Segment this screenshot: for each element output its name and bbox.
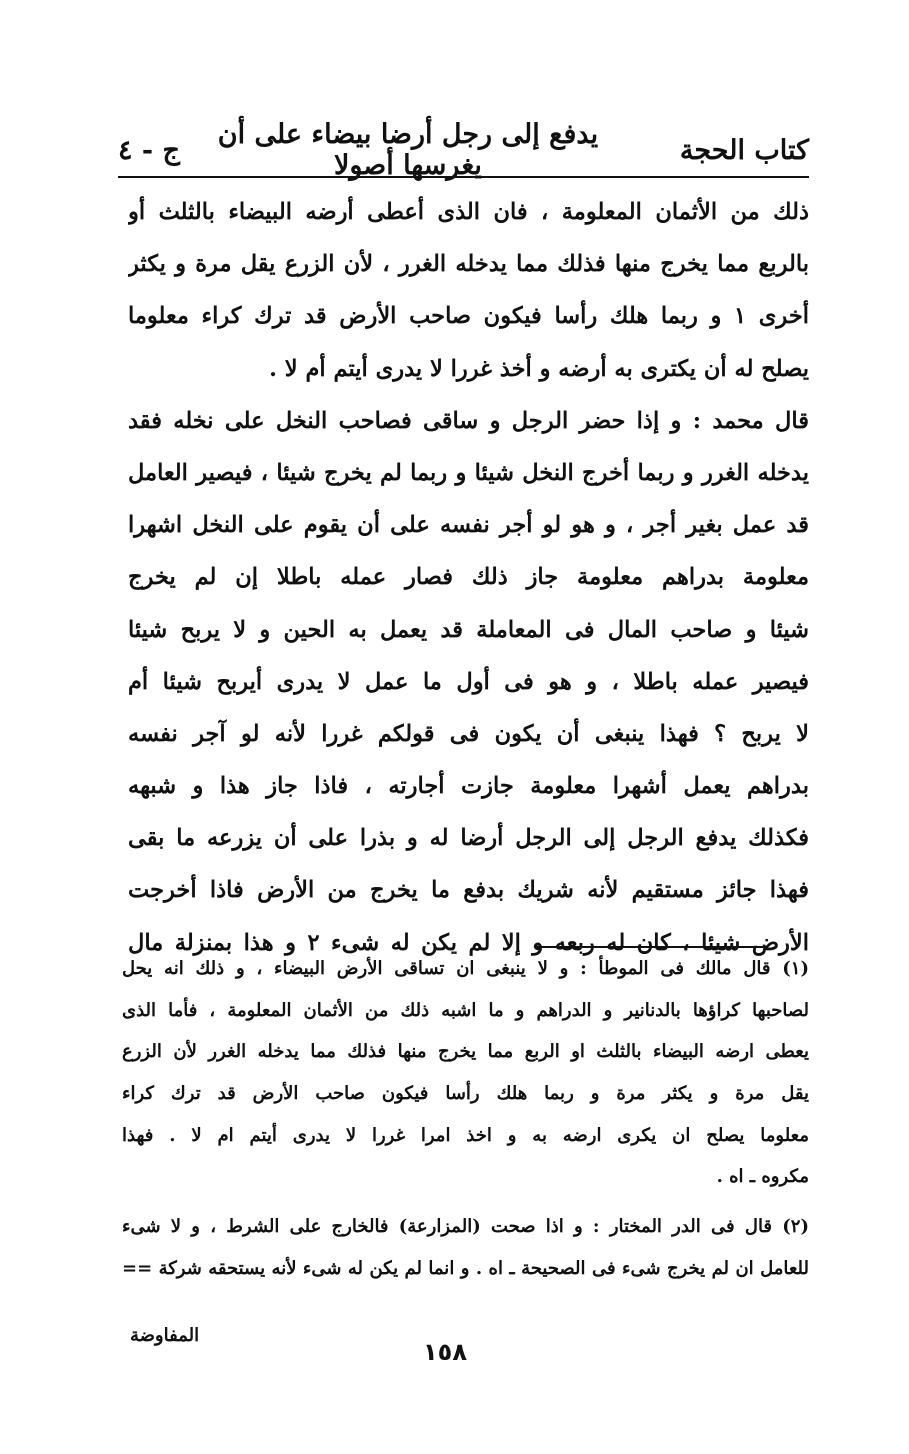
- main-text: [128, 186, 809, 969]
- footnote-line: لصاحبها كراؤها بالدنانير و الدراهم و ما اشبه ذلك من الأثمان المعلومة ، فأما الذى: [122, 999, 809, 1021]
- body-line: معلومة بدراهم معلومة جاز ذلك فصار عمله باطلا إن لم يخرج: [128, 564, 809, 591]
- footnote-line: (١) قال مالك فى الموطأ : و لا ينبغى ان تساقى الأرض البيضاء ، و ذلك انه يحل: [122, 958, 809, 979]
- footnote-1: [122, 948, 809, 1198]
- footnote-line: يقل مرة و يكثر مرة و ربما هلك رأسا فيكون صاحب الأرض قد ترك كراء: [122, 1083, 809, 1105]
- footnote-2: [122, 1206, 809, 1289]
- body-line: يصلح له أن يكترى به أرضه و أخذ غررا لا يدرى أيتم أم لا .: [269, 355, 809, 382]
- body-line: قد عمل بغير أجر ، و هو لو أجر نفسه على أن يقوم على النخل اشهرا: [128, 512, 809, 539]
- page-number: ١٥٨: [423, 1338, 467, 1366]
- chapter-subject: يدفع إلى رجل أرضا بيضاء على أن يغرسها أصولا: [217, 119, 599, 181]
- running-header: [118, 119, 809, 181]
- footnotes: [122, 948, 809, 1290]
- book-title: كتاب الحجة: [679, 134, 809, 166]
- body-line: فكذلك يدفع الرجل إلى الرجل أرضا له و بذرا على أن يزرعه ما بقى: [128, 825, 809, 852]
- body-line: ذلك من الأثمان المعلومة ، فان الذى أعطى أرضه البيضاء بالثلث أو: [128, 199, 809, 225]
- catchword: المفاوضة: [130, 1325, 200, 1346]
- body-line: الأرض شيئا ، كان له ربعه و إلا لم يكن له شىء ٢ و هذا بمنزلة مال: [128, 929, 809, 956]
- header-rule: [118, 176, 809, 178]
- volume-number: ج - ٤: [118, 134, 180, 166]
- body-line: شيئا و صاحب المال فى المعاملة قد يعمل به الحين و لا يربح شيئا: [128, 616, 809, 643]
- footnote-line: يعطى ارضه البيضاء بالثلث او الربع مما يخرج منها فذلك مما يدخله الغرر لأن الزرع: [122, 1041, 809, 1063]
- body-line: بدراهم يعمل أشهرا معلومة جازت أجارته ، فاذا جاز هذا و شبهه: [128, 773, 809, 800]
- body-line: يدخله الغرر و ربما أخرج النخل شيئا و ربما لم يخرج شيئا ، فيصير العامل: [128, 459, 809, 486]
- body-line: لا يربح ؟ فهذا ينبغى أن يكون فى قولكم غررا لأنه لو آجر نفسه: [128, 720, 809, 747]
- body-line: فيصير عمله باطلا ، و هو فى أول ما عمل لا يدرى أيربح شيئا أم: [128, 668, 809, 695]
- body-line: قال محمد : و إذا حضر الرجل و ساقى فصاحب النخل على نخله فقد: [128, 407, 809, 434]
- body-line: فهذا جائز مستقيم لأنه شريك بدفع ما يخرج من الأرض فاذا أخرجت: [128, 877, 809, 904]
- body-line: بالربع مما يخرج منها فذلك مما يدخله الغرر ، لأن الزرع يقل مرة و يكثر: [128, 251, 809, 278]
- footnote-line: للعامل ان لم يخرج شىء فى الصحيحة ـ اه . و انما لم يكن له شىء لأنه يستحقه شركة ==: [122, 1257, 809, 1279]
- footnote-line: معلوما يصلح ان يكرى ارضه به و اخذ امرا غررا لا يدرى أيتم ام لا . فهذا: [122, 1124, 809, 1146]
- body-line: أخرى ١ و ربما هلك رأسا فيكون صاحب الأرض قد ترك كراء معلوما: [128, 303, 809, 330]
- footnote-line: مكروه ـ اه .: [716, 1166, 809, 1188]
- footnote-line: (٢) قال فى الدر المختار : و اذا صحت (المزارعة) فالخارج على الشرط ، و لا شىء: [122, 1216, 809, 1238]
